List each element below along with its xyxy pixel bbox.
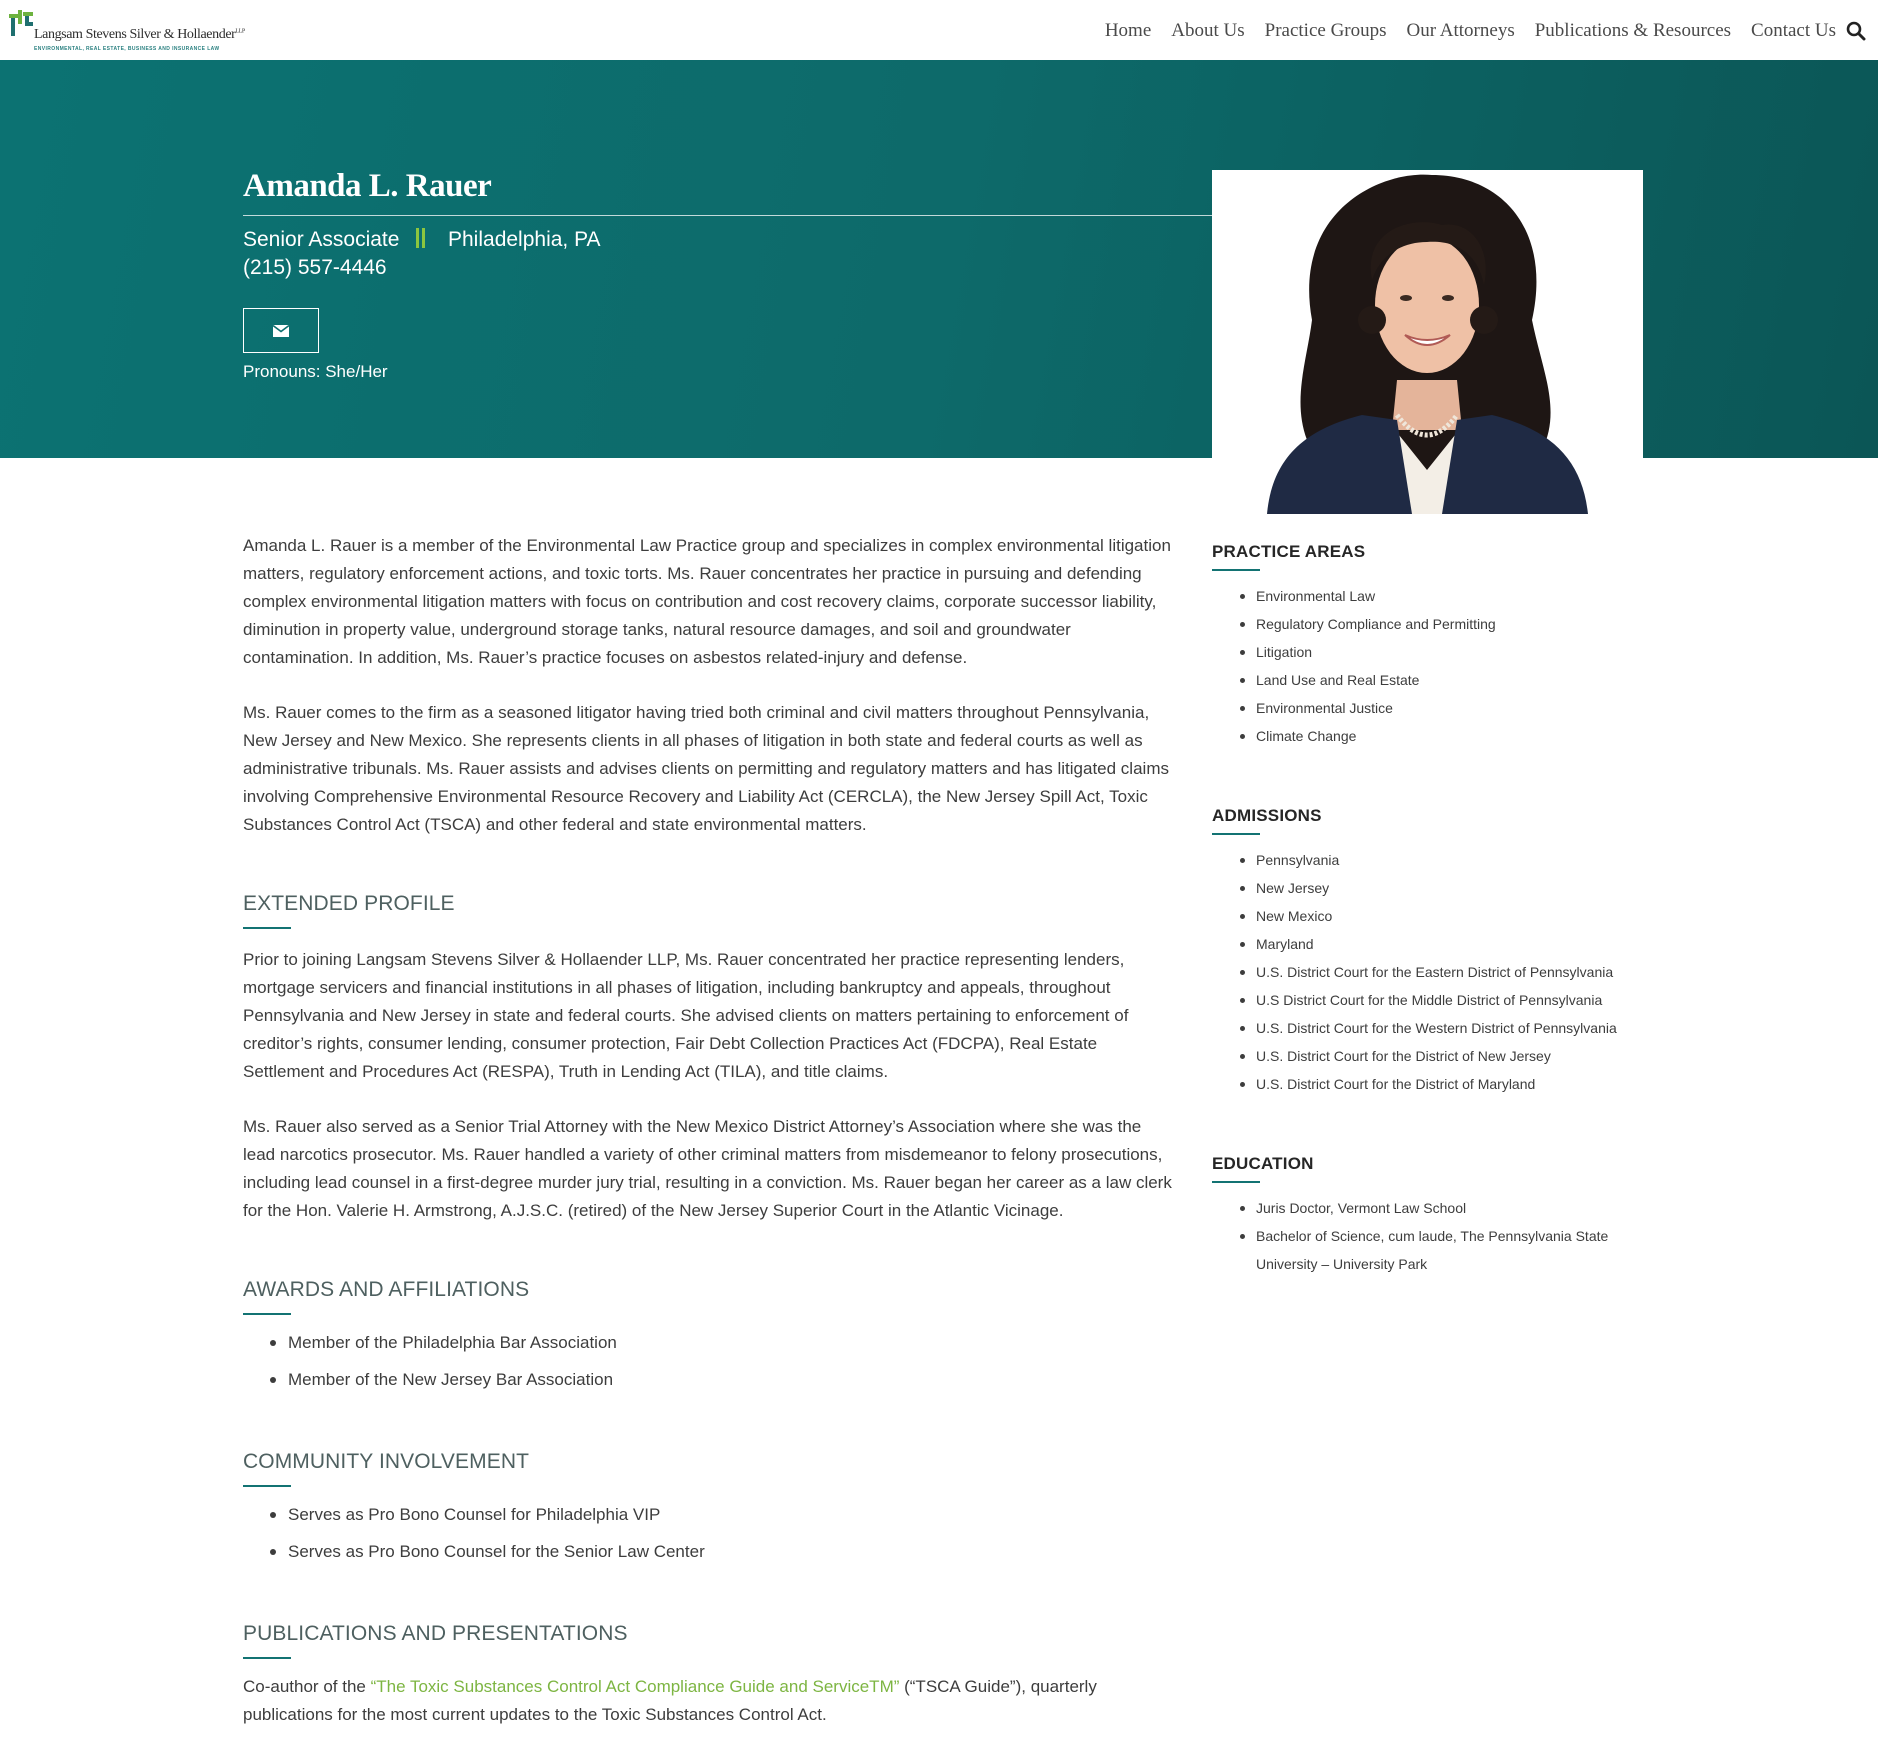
attorney-name: Amanda L. Rauer bbox=[243, 168, 492, 204]
publications-paragraph: Co-author of the “The Toxic Substances Control Act Compliance Guide and ServiceTM” (“TSCA Guide”), quarterly publications for the most current updates to the Toxic Substances Control Act. bbox=[243, 1677, 1097, 1724]
education-item: Juris Doctor, Vermont Law School bbox=[1240, 1194, 1620, 1222]
admission-item: New Jersey bbox=[1240, 874, 1617, 902]
admission-item: U.S. District Court for the District of New Jersey bbox=[1240, 1042, 1617, 1070]
nav-publications-resources[interactable]: Publications & Resources bbox=[1534, 20, 1732, 41]
community-underline bbox=[243, 1485, 291, 1487]
practice-area-item[interactable]: Climate Change bbox=[1240, 722, 1496, 750]
practice-area-item[interactable]: Regulatory Compliance and Permitting bbox=[1240, 610, 1496, 638]
education-underline bbox=[1212, 1181, 1260, 1183]
practice-areas-underline bbox=[1212, 569, 1260, 571]
practice-area-item[interactable]: Environmental Justice bbox=[1240, 694, 1496, 722]
logo-mark-icon bbox=[9, 8, 37, 42]
education-heading: EDUCATION bbox=[1212, 1154, 1314, 1173]
admission-item: U.S. District Court for the Western District of Pennsylvania bbox=[1240, 1014, 1617, 1042]
main-nav bbox=[1105, 20, 1836, 42]
list-item: Member of the Philadelphia Bar Association bbox=[270, 1324, 617, 1361]
email-button[interactable] bbox=[243, 308, 319, 353]
attorney-location: Philadelphia, PA bbox=[448, 228, 601, 251]
practice-area-item[interactable]: Environmental Law bbox=[1240, 582, 1496, 610]
admissions-list bbox=[1240, 846, 1617, 1098]
firm-logo[interactable] bbox=[9, 8, 249, 56]
extended-profile-paragraph-2: Ms. Rauer also served as a Senior Trial Attorney with the New Mexico District Attorney’s Association where she was the lead narcotics prosecutor. Ms. Rauer handled a variety of other criminal matters from misdemeanor to felony prosecutions, including lead counsel in a first-degree murder jury trial, resulting in a conviction. Ms. Rauer began her career as a law clerk for the Hon. Valerie H. Armstrong, A.J.S.C. (retired) of the New Jersey Superior Court in the Atlantic Vicinage. bbox=[243, 1117, 1172, 1220]
practice-area-item[interactable]: Litigation bbox=[1240, 638, 1496, 666]
logo-tagline: ENVIRONMENTAL, REAL ESTATE, BUSINESS AND INSURANCE LAW bbox=[34, 46, 220, 52]
extended-profile-heading: EXTENDED PROFILE bbox=[243, 892, 455, 915]
bio-paragraph-1: Amanda L. Rauer is a member of the Environmental Law Practice group and specializes in complex environmental litigation matters, regulatory enforcement actions, and toxic torts. Ms. Rauer concentrates her practice in pursuing and defending complex environmental litigation matters with focus on contribution and cost recovery claims, corporate successor liability, diminution in property value, underground storage tanks, natural resource damages, and soil and groundwater contamination. In addition, Ms. Rauer’s practice focuses on asbestos related-injury and defense. bbox=[243, 536, 1171, 667]
community-list bbox=[270, 1496, 705, 1570]
attorney-photo bbox=[1212, 170, 1643, 514]
bio-paragraph-2: Ms. Rauer comes to the firm as a seasoned litigator having tried both criminal and civil matters throughout Pennsylvania, New Jersey and New Mexico. She represents clients in all phases of litigation in both state and federal courts as well as administrative tribunals. Ms. Rauer assists and advises clients on permitting and regulatory matters and has litigated claims involving Comprehensive Environmental Resource Recovery and Liability Act (CERCLA), the New Jersey Spill Act, Toxic Substances Control Act (TSCA) and other federal and state environmental matters. bbox=[243, 703, 1169, 834]
pronouns: Pronouns: She/Her bbox=[243, 362, 388, 381]
awards-underline bbox=[243, 1313, 291, 1315]
extended-profile-underline bbox=[243, 927, 291, 929]
admissions-underline bbox=[1212, 833, 1260, 835]
attorney-title: Senior Associate bbox=[243, 228, 400, 251]
publications-heading: PUBLICATIONS AND PRESENTATIONS bbox=[243, 1622, 628, 1645]
attorney-phone[interactable]: (215) 557-4446 bbox=[243, 256, 387, 279]
admission-item: New Mexico bbox=[1240, 902, 1617, 930]
practice-areas-list bbox=[1240, 582, 1496, 750]
tsca-guide-link[interactable]: “The Toxic Substances Control Act Compliance Guide and ServiceTM” bbox=[370, 1677, 900, 1696]
list-item: Serves as Pro Bono Counsel for the Senior Law Center bbox=[270, 1533, 705, 1570]
site-header bbox=[0, 0, 1878, 60]
education-item: Bachelor of Science, cum laude, The Pennsylvania State University – University Park bbox=[1240, 1222, 1620, 1278]
envelope-icon bbox=[273, 325, 289, 337]
nav-contact-us[interactable]: Contact Us bbox=[1751, 20, 1836, 41]
admission-item: U.S District Court for the Middle District of Pennsylvania bbox=[1240, 986, 1617, 1014]
admission-item: U.S. District Court for the Eastern District of Pennsylvania bbox=[1240, 958, 1617, 986]
logo-name: Langsam Stevens Silver & Hollaender$^{LLP}$ bbox=[34, 27, 245, 42]
hero-divider bbox=[243, 215, 1213, 216]
education-list bbox=[1240, 1194, 1620, 1278]
admission-item: U.S. District Court for the District of Maryland bbox=[1240, 1070, 1617, 1098]
admission-item: Pennsylvania bbox=[1240, 846, 1617, 874]
extended-profile-paragraph-1: Prior to joining Langsam Stevens Silver & Hollaender LLP, Ms. Rauer concentrated her practice representing lenders, mortgage servicers and financial institutions in all phases of litigation, including bankruptcy and appeals, throughout Pennsylvania and New Jersey in state and federal courts. She advised clients on matters pertaining to enforcement of creditor’s rights, consumer lending, consumer protection, Fair Debt Collection Practices Act (FDCPA), Real Estate Settlement and Procedures Act (RESPA), Truth in Lending Act (TILA), and title claims. bbox=[243, 950, 1129, 1081]
practice-area-item[interactable]: Land Use and Real Estate bbox=[1240, 666, 1496, 694]
awards-list bbox=[270, 1324, 617, 1398]
publications-underline bbox=[243, 1657, 291, 1659]
practice-areas-heading: PRACTICE AREAS bbox=[1212, 542, 1366, 561]
nav-about-us[interactable]: About Us bbox=[1171, 20, 1245, 41]
admissions-heading: ADMISSIONS bbox=[1212, 806, 1322, 825]
awards-heading: AWARDS AND AFFILIATIONS bbox=[243, 1278, 530, 1301]
title-location-separator bbox=[416, 228, 425, 248]
nav-practice-groups[interactable]: Practice Groups bbox=[1264, 20, 1387, 41]
list-item: Serves as Pro Bono Counsel for Philadelphia VIP bbox=[270, 1496, 705, 1533]
admission-item: Maryland bbox=[1240, 930, 1617, 958]
nav-home[interactable]: Home bbox=[1104, 20, 1152, 41]
community-heading: COMMUNITY INVOLVEMENT bbox=[243, 1450, 530, 1473]
search-icon[interactable] bbox=[1846, 21, 1866, 41]
list-item: Member of the New Jersey Bar Association bbox=[270, 1361, 617, 1398]
nav-our-attorneys[interactable]: Our Attorneys bbox=[1406, 20, 1515, 41]
